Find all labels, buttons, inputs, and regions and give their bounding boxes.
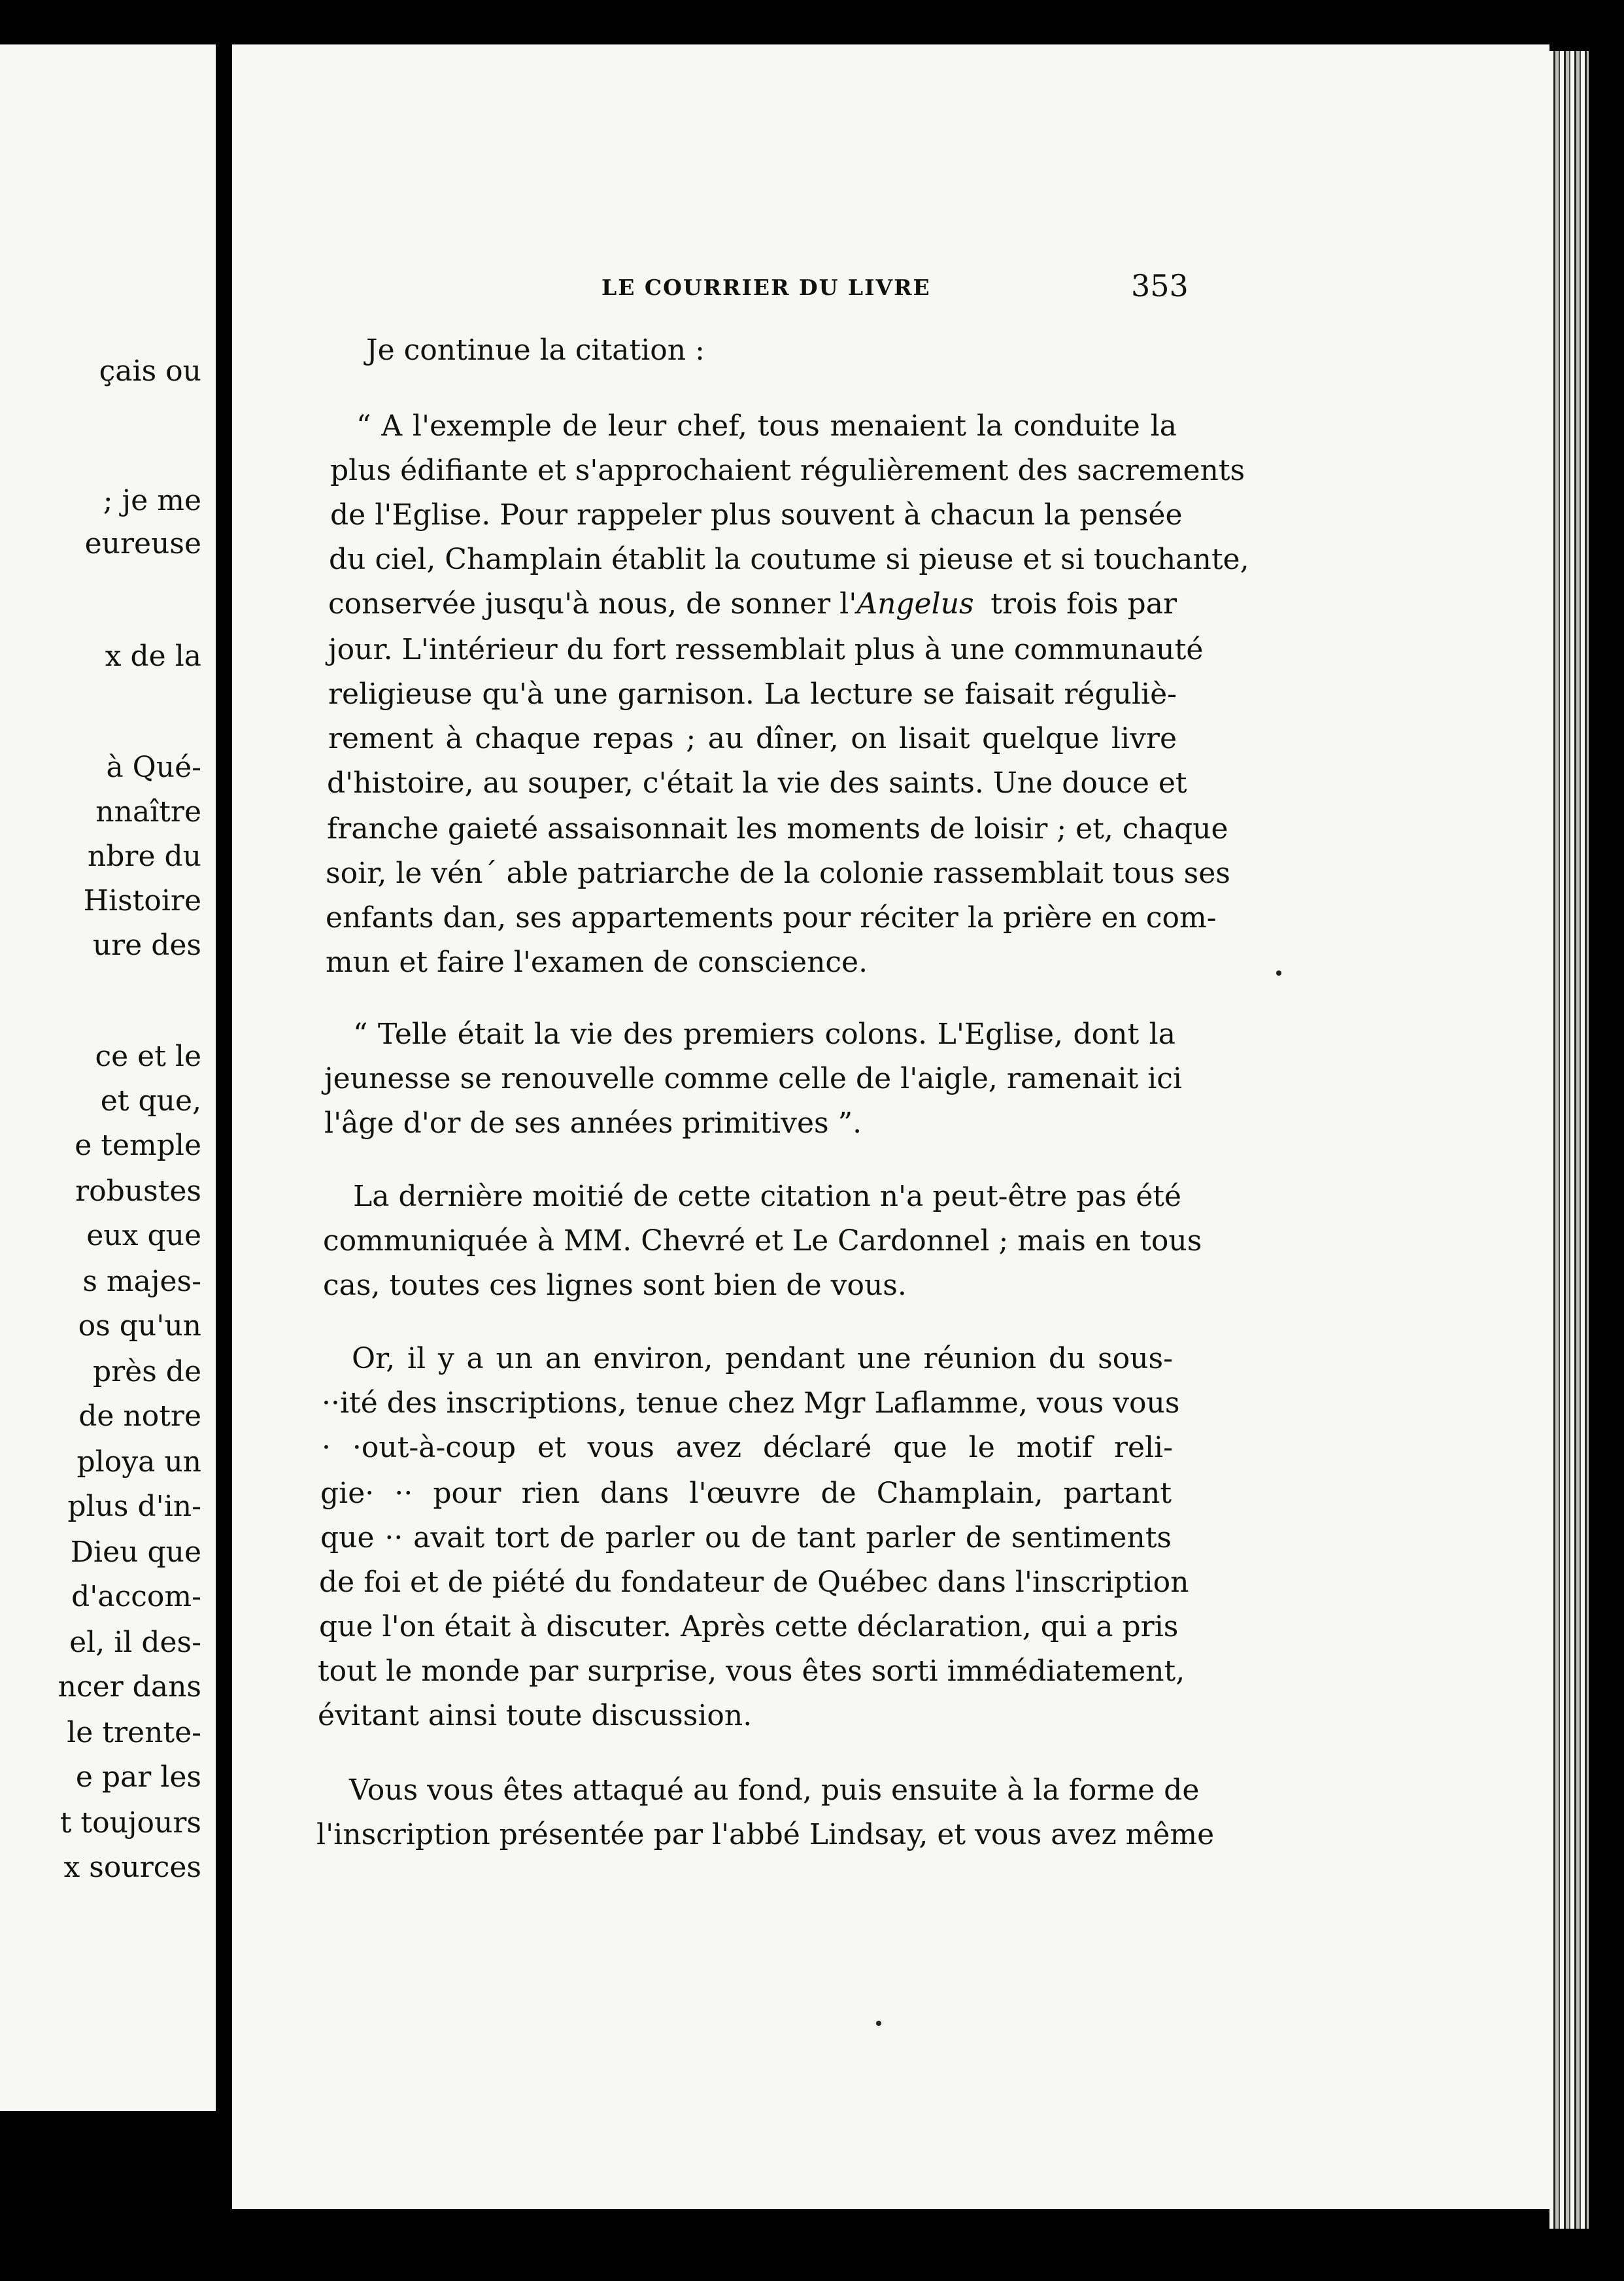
left-page-line: le trente- xyxy=(67,1716,201,1749)
body-line: l'âge d'or de ses années primitives ”. xyxy=(324,1106,862,1140)
body-line: gie· ·· pour rien dans l'œuvre de Champlain, partant xyxy=(320,1477,1172,1510)
left-page-line: eux que xyxy=(86,1219,201,1252)
body-line: cas, toutes ces lignes sont bien de vous. xyxy=(323,1269,907,1302)
left-page-line: el, il des- xyxy=(69,1626,201,1659)
body-line: enfants dan, ses appartements pour réciter la prière en com- xyxy=(326,901,1217,935)
left-page-line: çais ou xyxy=(99,354,201,388)
left-page-line: d'accom- xyxy=(71,1580,201,1613)
body-line: ··ité des inscriptions, tenue chez Mgr Laflamme, vous vous xyxy=(322,1386,1180,1420)
body-line: jeunesse se renouvelle comme celle de l'aigle, ramenait ici xyxy=(324,1062,1182,1095)
left-page-line: ure des xyxy=(92,929,201,962)
left-page-line: e par les xyxy=(75,1760,201,1794)
body-line: “ Telle était la vie des premiers colons. L'Eglise, dont la xyxy=(353,1018,1176,1051)
left-page-line: Dieu que xyxy=(70,1535,201,1569)
left-page-line: eureuse xyxy=(84,527,201,560)
body-line: l'inscription présentée par l'abbé Lindsay, et vous avez même xyxy=(316,1818,1215,1851)
left-page-line: plus d'in- xyxy=(67,1490,201,1523)
left-page-line: e temple xyxy=(75,1129,201,1162)
left-page-line: nbre du xyxy=(87,840,201,873)
left-page-line: x sources xyxy=(63,1851,201,1884)
body-line: “ A l'exemple de leur chef, tous menaient la conduite la xyxy=(356,409,1177,443)
body-line-part: conservée jusqu'à nous, de sonner l' xyxy=(328,587,857,621)
body-line: évitant ainsi toute discussion. xyxy=(318,1699,753,1732)
left-page-line: ce et le xyxy=(95,1040,201,1073)
body-line: jour. L'intérieur du fort ressemblait plus à une communauté xyxy=(328,633,1204,666)
body-line-part: trois fois par xyxy=(990,587,1177,621)
body-line: rement à chaque repas ; au dîner, on lisait quelque livre xyxy=(328,722,1177,755)
left-page-line: ploya un xyxy=(76,1445,201,1479)
scan-speck xyxy=(876,2021,881,2026)
left-page-line: os qu'un xyxy=(78,1309,201,1343)
body-line: franche gaieté assaisonnait les moments de loisir ; et, chaque xyxy=(327,812,1228,846)
body-line: plus édifiante et s'approchaient régulièrement des sacrements xyxy=(330,454,1245,487)
body-line: Vous vous êtes attaqué au fond, puis ensuite à la forme de xyxy=(349,1774,1200,1807)
body-line: tout le monde par surprise, vous êtes sorti immédiatement, xyxy=(318,1655,1185,1688)
left-page-line: de notre xyxy=(78,1399,201,1433)
body-line: Je continue la citation : xyxy=(366,334,705,367)
page-number: 353 xyxy=(1131,268,1189,303)
left-page-line: près de xyxy=(92,1355,201,1388)
left-page-line: x de la xyxy=(105,640,201,673)
body-line: que ·· avait tort de parler ou de tant parler de sentiments xyxy=(320,1521,1172,1554)
left-page-line: robustes xyxy=(75,1175,201,1208)
left-page-line: s majes- xyxy=(82,1265,201,1298)
body-line: que l'on était à discuter. Après cette déclaration, qui a pris xyxy=(319,1610,1179,1643)
left-page-line: nnaître xyxy=(95,795,201,829)
scan-speck xyxy=(1276,970,1281,976)
left-page-line: t toujours xyxy=(59,1806,201,1840)
running-header: LE COURRIER DU LIVRE xyxy=(601,275,931,300)
body-line: religieuse qu'à une garnison. La lecture se faisait réguliè- xyxy=(328,677,1177,711)
body-line-angelus xyxy=(328,585,1177,624)
body-line: · ·out-à-coup et vous avez déclaré que le motif reli- xyxy=(322,1431,1173,1464)
page-stack-edge xyxy=(1549,51,1589,2229)
body-line: d'histoire, au souper, c'était la vie des saints. Une douce et xyxy=(327,766,1187,800)
body-line: Or, il y a un an environ, pendant une réunion du sous- xyxy=(352,1342,1173,1375)
body-line: soir, le vén´ able patriarche de la colonie rassemblait tous ses xyxy=(326,857,1230,890)
left-page-line: ncer dans xyxy=(58,1670,201,1704)
angelus-italic: Angelus xyxy=(856,587,974,621)
left-page-line: et que, xyxy=(100,1084,201,1118)
body-line: de l'Eglise. Pour rappeler plus souvent à chacun la pensée xyxy=(330,498,1183,532)
left-page-line: à Qué- xyxy=(106,751,201,784)
body-line: du ciel, Champlain établit la coutume si pieuse et si touchante, xyxy=(329,543,1249,576)
left-page-line: Histoire xyxy=(83,884,201,918)
left-facing-page xyxy=(0,44,216,2111)
body-line: La dernière moitié de cette citation n'a peut-être pas été xyxy=(353,1180,1181,1213)
body-line: mun et faire l'examen de conscience. xyxy=(326,946,868,979)
body-line: de foi et de piété du fondateur de Québec dans l'inscription xyxy=(319,1566,1189,1599)
body-line: communiquée à MM. Chevré et Le Cardonnel ; mais en tous xyxy=(323,1224,1202,1258)
left-page-line: ; je me xyxy=(103,484,201,517)
